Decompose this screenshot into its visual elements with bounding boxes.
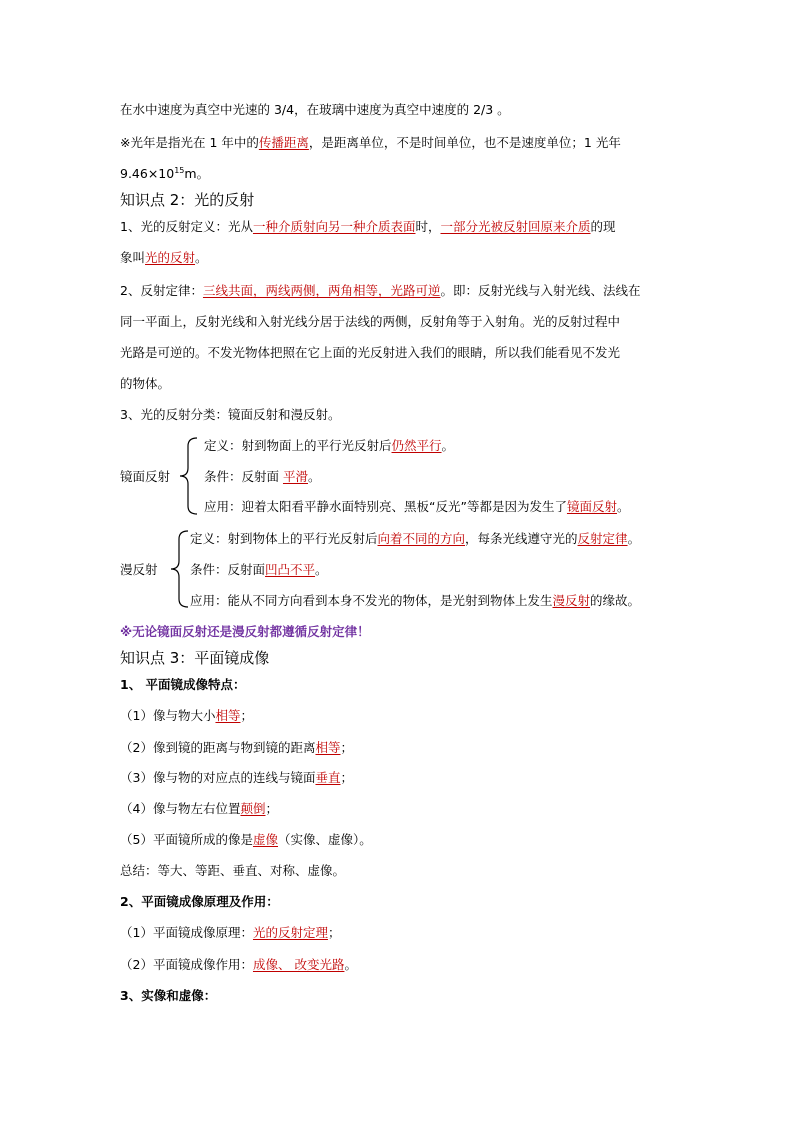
list-item: （1）平面镜成像原理：光的反射定理； [120,925,341,940]
text-line: 同一平面上，反射光线和入射光线分居于法线的两侧，反射角等于入射角。光的反射过程中 [120,314,621,329]
text-line: 条件：反射面 平滑。 [204,469,321,484]
note: ※无论镜面反射还是漫反射都遵循反射定律！ [120,624,370,639]
list-item: （2）像到镜的距离与物到镜的距离相等； [120,740,353,755]
text-line: 3、光的反射分类：镜面反射和漫反射。 [120,407,341,422]
text-line: 应用：迎着太阳看平静水面特别亮、黑板“反光”等都是因为发生了镜面反射。 [204,499,630,514]
text-line: 在水中速度为真空中光速的 3/4，在玻璃中速度为真空中速度的 2/3 。 [120,102,510,117]
subheading: 1、 平面镜成像特点： [120,677,246,692]
section-heading: 知识点 3：平面镜成像 [120,649,270,667]
curly-brace-icon [168,529,190,609]
list-item: （5）平面镜所成的像是虚像（实像、虚像）。 [120,832,372,847]
text-line: 光路是可逆的。不发光物体把照在它上面的光反射进入我们的眼睛，所以我们能看见不发光 [120,345,621,360]
text-line: $9.46\times 10^{15}m$。 [120,166,210,181]
text-line: 的物体。 [120,376,171,391]
text-line: 2、反射定律：三线共面，两线两侧，两角相等，光路可逆。即：反射光线与入射光线、法线在 [120,283,641,298]
list-item: （4）像与物左右位置颠倒； [120,801,278,816]
text-line: 象叫光的反射。 [120,250,208,265]
subheading: 3、实像和虚像： [120,988,217,1003]
list-item: （2）平面镜成像作用：成像、 改变光路。 [120,957,357,972]
text-line: 1、光的反射定义：光从一种介质射向另一种介质表面时，一部分光被反射回原来介质的现 [120,219,616,234]
text-line: 定义：射到物体上的平行光反射后向着不同的方向，每条光线遵守光的反射定律。 [190,531,641,546]
text-line: ※光年是指光在 1 年中的传播距离，是距离单位，不是时间单位，也不是速度单位；1 光年 [120,135,621,150]
brace-label: 镜面反射 [120,469,171,484]
subheading: 2、平面镜成像原理及作用： [120,894,279,909]
list-item: （1）像与物大小相等； [120,708,253,723]
text-line: 条件：反射面凹凸不平。 [190,562,328,577]
text-line: 应用：能从不同方向看到本身不发光的物体，是光射到物体上发生漫反射的缘故。 [190,593,641,608]
section-heading: 知识点 2：光的反射 [120,191,255,209]
text-line: 定义：射到物面上的平行光反射后仍然平行。 [204,438,455,453]
text-line: 总结：等大、等距、垂直、对称、虚像。 [120,863,346,878]
list-item: （3）像与物的对应点的连线与镜面垂直； [120,770,353,785]
curly-brace-icon [177,436,199,516]
brace-label: 漫反射 [120,562,158,577]
